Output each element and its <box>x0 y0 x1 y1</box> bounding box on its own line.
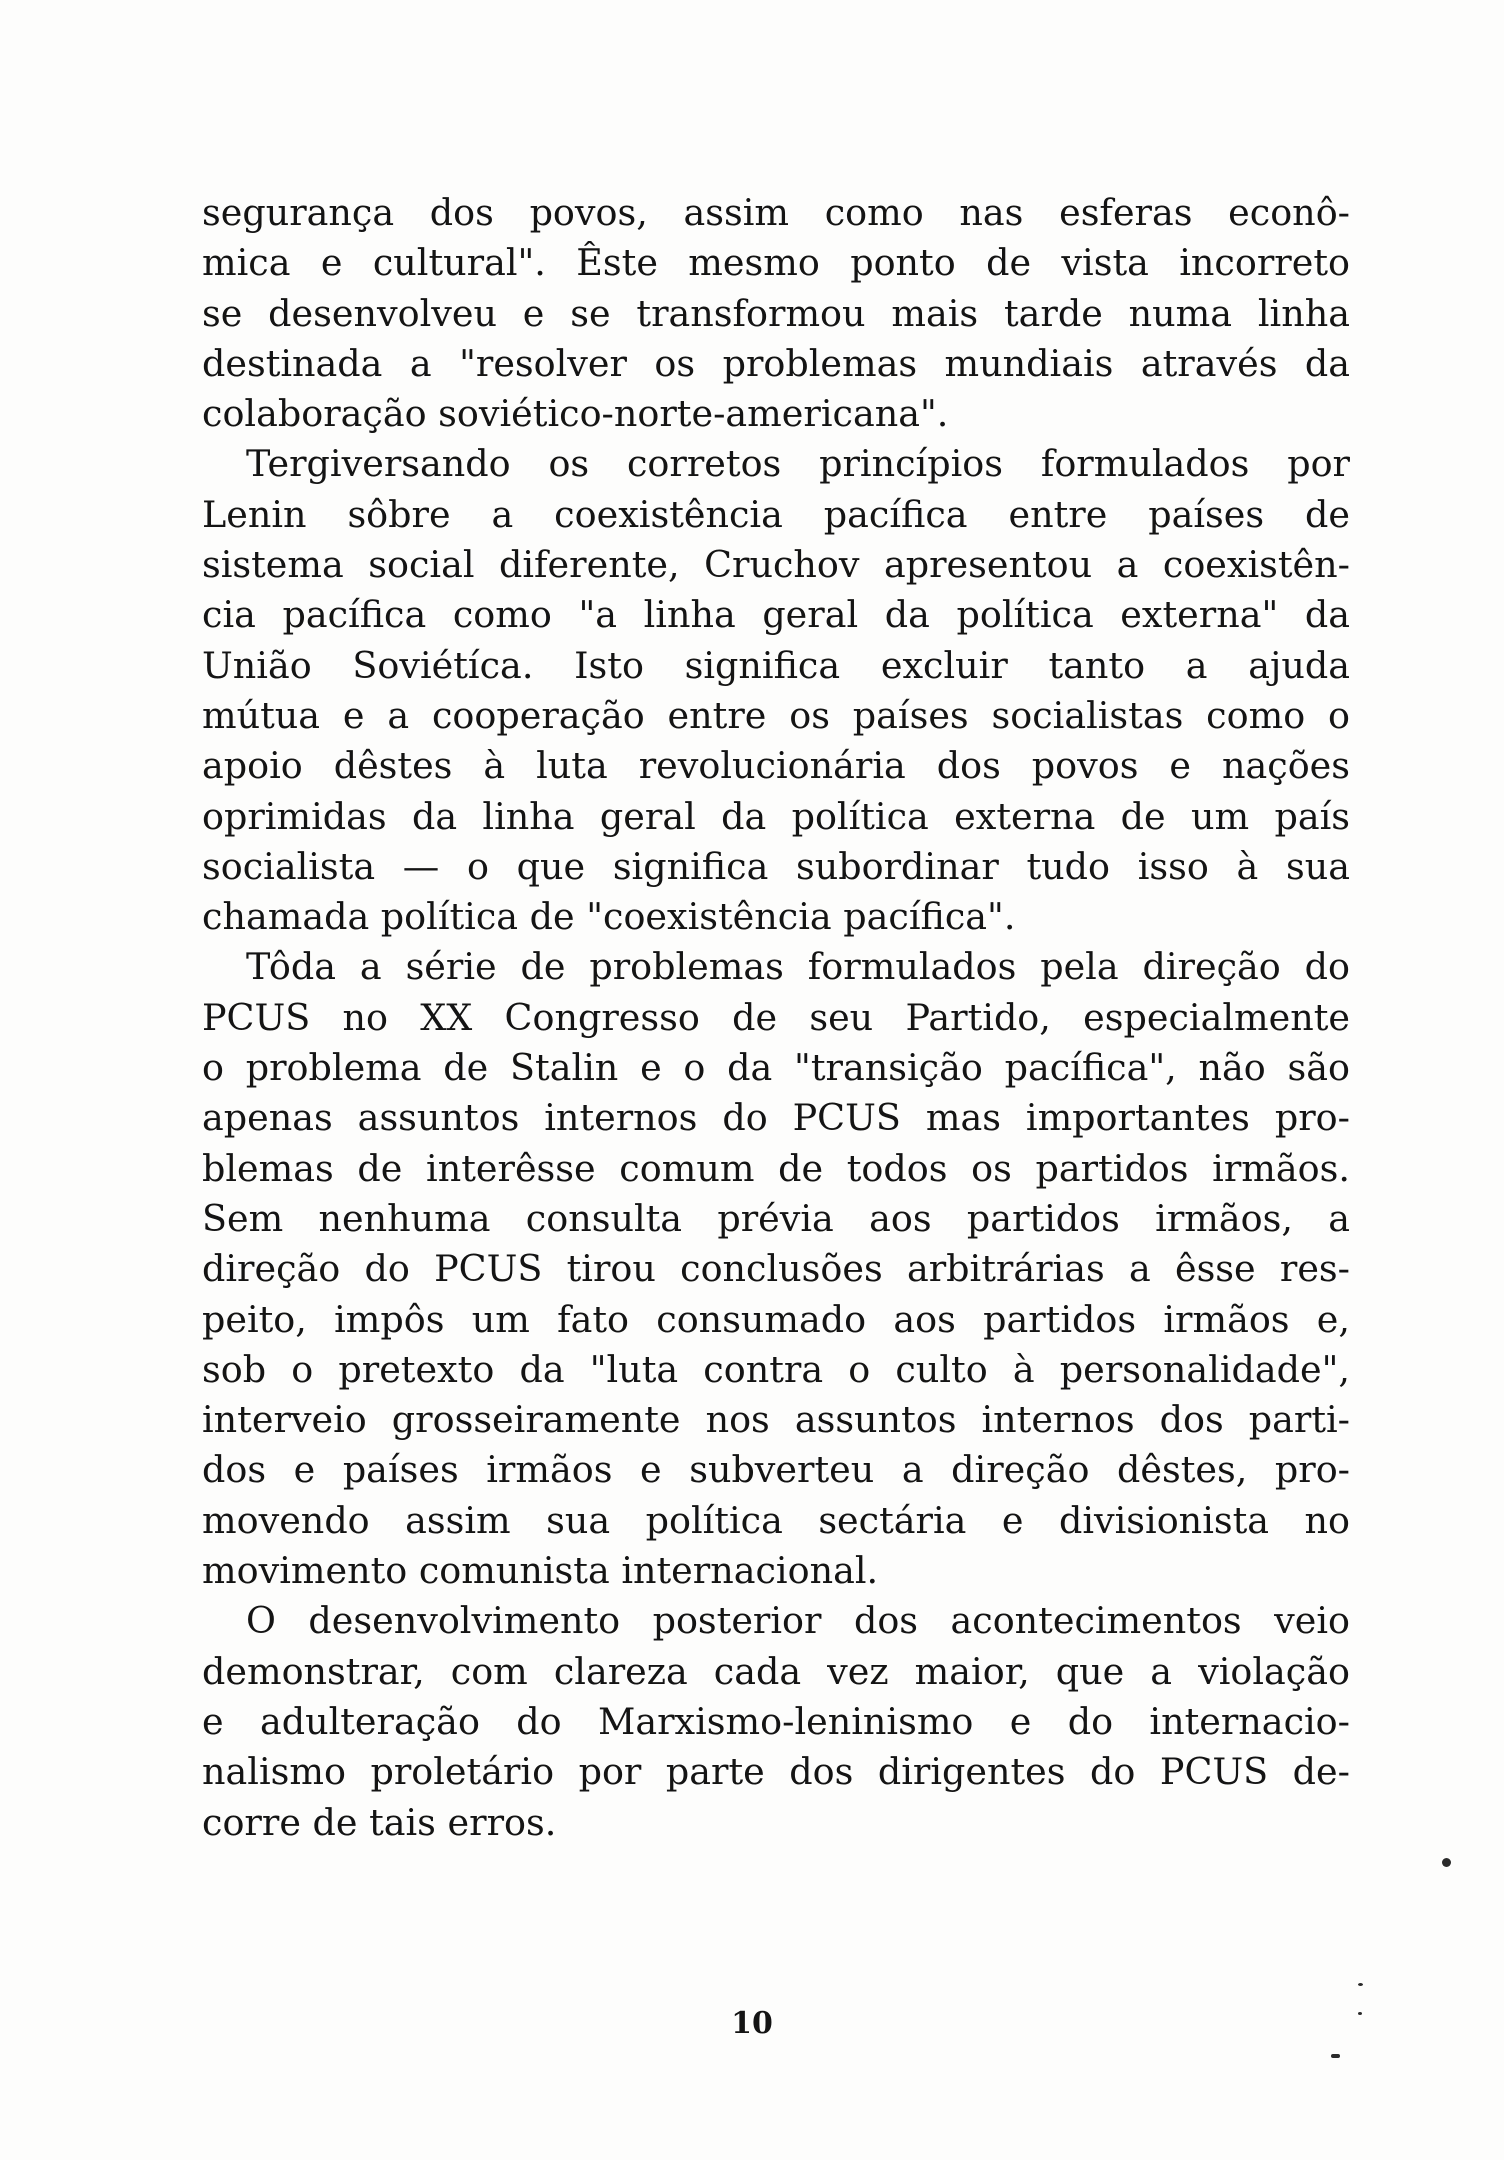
text-line: apenas assuntos internos do PCUS mas importantes pro- <box>202 1096 1350 1140</box>
text-line: dos e países irmãos e subverteu a direção dêstes, pro- <box>202 1448 1350 1492</box>
text-line: o problema de Stalin e o da "transição pacífica", não são <box>202 1046 1350 1090</box>
text-line: segurança dos povos, assim como nas esferas econô- <box>202 191 1350 234</box>
text-line: Lenin sôbre a coexistência pacífica entre países de <box>202 492 1350 536</box>
text-line: peito, impôs um fato consumado aos partidos irmãos e, <box>202 1297 1350 1341</box>
text-line: socialista — o que significa subordinar tudo isso à sua <box>202 844 1350 888</box>
text-line: oprimidas da linha geral da política externa de um país <box>202 794 1350 838</box>
paragraph-first-line: Tôda a série de problemas formulados pela direção do <box>246 945 1350 989</box>
text-line: direção do PCUS tirou conclusões arbitrárias a êsse res- <box>202 1247 1350 1291</box>
text-line: sistema social diferente, Cruchov apresentou a coexistên- <box>202 543 1350 587</box>
scan-speck <box>1358 2012 1362 2015</box>
text-line: movendo assim sua política sectária e divisionista no <box>202 1498 1350 1542</box>
text-line: Sem nenhuma consulta prévia aos partidos irmãos, a <box>202 1196 1350 1240</box>
paragraph-first-line: Tergiversando os corretos princípios formulados por <box>246 442 1350 486</box>
text-line: chamada política de "coexistência pacífica". <box>202 895 1016 939</box>
text-line: mútua e a cooperação entre os países socialistas como o <box>202 693 1350 737</box>
scan-speck <box>1358 1983 1363 1986</box>
text-line: nalismo proletário por parte dos dirigentes do PCUS de- <box>202 1750 1350 1794</box>
text-line: cia pacífica como "a linha geral da política externa" da <box>202 593 1350 637</box>
text-line: blemas de interêsse comum de todos os partidos irmãos. <box>202 1146 1350 1190</box>
scan-speck <box>1442 1858 1451 1867</box>
text-line: colaboração soviético-norte-americana". <box>202 392 949 436</box>
text-line: PCUS no XX Congresso de seu Partido, especialmente <box>202 995 1350 1039</box>
scan-speck <box>1331 2054 1340 2058</box>
text-line: União Soviétíca. Isto significa excluir tanto a ajuda <box>202 643 1350 687</box>
text-line: se desenvolveu e se transformou mais tarde numa linha <box>202 291 1350 335</box>
text-line: apoio dêstes à luta revolucionária dos povos e nações <box>202 744 1350 788</box>
body-text <box>202 188 1350 1848</box>
page-number: 10 <box>731 2006 773 2041</box>
text-line: mica e cultural". Êste mesmo ponto de vista incorreto <box>202 241 1350 285</box>
text-line: demonstrar, com clareza cada vez maior, que a violação <box>202 1649 1350 1693</box>
text-line: movimento comunista internacional. <box>202 1549 879 1593</box>
paragraph-first-line: O desenvolvimento posterior dos acontecimentos veio <box>246 1599 1350 1643</box>
text-line: corre de tais erros. <box>202 1800 557 1844</box>
text-line: interveio grosseiramente nos assuntos internos dos parti- <box>202 1398 1350 1442</box>
text-line: sob o pretexto da "luta contra o culto à personalidade", <box>202 1347 1350 1391</box>
text-line: e adulteração do Marxismo-leninismo e do internacio- <box>202 1699 1350 1743</box>
text-line: destinada a "resolver os problemas mundiais através da <box>202 341 1350 385</box>
